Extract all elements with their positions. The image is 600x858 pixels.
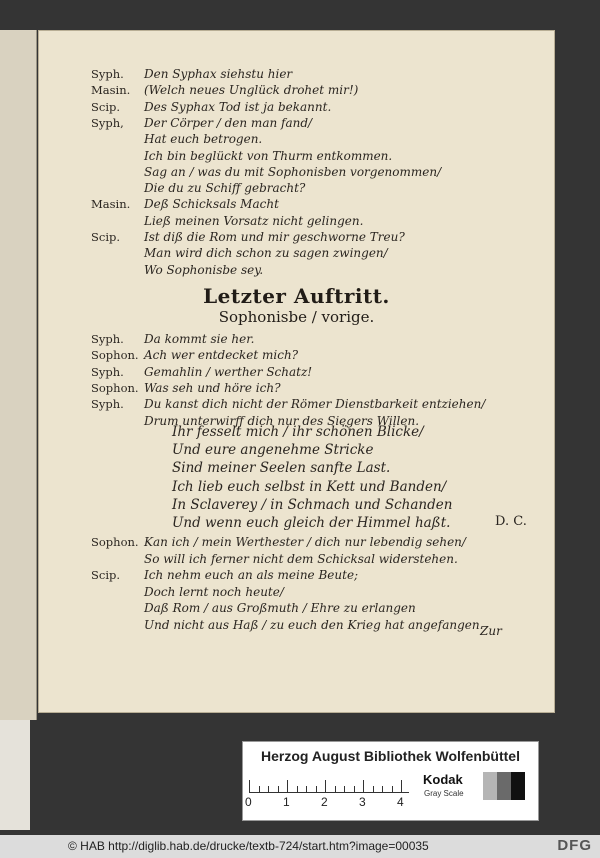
copyright-url[interactable]: © HAB http://diglib.hab.de/drucke/textb-724/start.htm?image=00035 (68, 839, 429, 853)
scene-heading: Letzter Auftritt. (203, 284, 390, 308)
speaker-name: Scip. (91, 99, 121, 114)
speaker-name: Sophon. (91, 380, 139, 395)
scanned-page (38, 30, 555, 713)
verse-line: Gemahlin / werther Schatz! (144, 364, 313, 379)
verse-line: Wo Sophonisbe sey. (144, 262, 264, 277)
scale-number: 4 (397, 795, 404, 809)
aria-line: Sind meiner Seelen sanfte Last. (172, 460, 391, 477)
speaker-name: Syph. (91, 67, 124, 81)
verse-line: Doch lernt noch heute/ (144, 584, 284, 599)
verse-line: Drum unterwirff dich nur des Siegers Willen. (144, 413, 420, 428)
scale-tick (373, 786, 374, 792)
show-through-text (431, 60, 551, 680)
adjacent-page-edge-lower (0, 720, 30, 830)
scale-tick (382, 786, 383, 792)
scale-tick (268, 786, 269, 792)
aria-line: In Sclaverey / in Schmach und Schanden (172, 496, 453, 513)
verse-line: Da kommt sie her. (144, 332, 255, 346)
verse-line: Der Cörper / den man fand/ (144, 115, 313, 130)
speaker-name: Syph, (91, 115, 124, 130)
verse-line: Kan ich / mein Werthester / dich nur lebendig sehen/ (144, 535, 466, 549)
speaker-name: Sophon. (91, 348, 139, 363)
scale-number: 3 (359, 795, 366, 809)
scale-tick (344, 786, 345, 792)
scale-tick (392, 786, 393, 792)
scale-tick (287, 780, 288, 792)
footer-bar (0, 835, 600, 858)
aria-line: Und eure angenehme Stricke (172, 442, 374, 459)
gray-swatch-dark (511, 772, 525, 800)
scale-number: 1 (283, 795, 290, 809)
scale-tick (306, 786, 307, 792)
scale-tick (316, 786, 317, 792)
library-label-card (242, 741, 539, 821)
adjacent-page-edge (0, 30, 37, 720)
verse-line: Des Syphax Tod ist ja bekannt. (144, 99, 332, 114)
kodak-brand: Kodak (423, 772, 463, 787)
scale-tick (335, 786, 336, 792)
scale-tick (297, 786, 298, 792)
kodak-subtitle: Gray Scale (424, 789, 464, 798)
scale-tick (278, 786, 279, 792)
verse-line: Daß Rom / aus Großmuth / Ehre zu erlangen (144, 601, 416, 615)
verse-line: Ließ meinen Vorsatz nicht gelingen. (144, 213, 364, 228)
speaker-name: Syph. (91, 397, 124, 412)
aria-line: Und wenn euch gleich der Himmel haßt. (172, 515, 451, 531)
verse-line: Was seh und höre ich? (144, 380, 281, 395)
gray-swatch-light (483, 772, 497, 800)
verse-line: Ich nehm euch an als meine Beute; (144, 568, 359, 582)
speaker-name: Scip. (91, 230, 121, 244)
verse-line: Deß Schicksals Macht (144, 197, 279, 212)
speaker-name: Syph. (91, 364, 124, 379)
speaker-name: Masin. (91, 83, 131, 98)
library-name: Herzog August Bibliothek Wolfenbüttel (261, 748, 520, 764)
scale-tick (354, 786, 355, 792)
aria-line: Ihr fesselt mich / ihr schönen Blicke/ (172, 424, 424, 440)
scale-number: 2 (321, 795, 328, 809)
verse-line: Man wird dich schon zu sagen zwingen/ (144, 246, 388, 261)
scene-cast: Sophonisbe / vorige. (218, 308, 375, 326)
scale-number: 0 (245, 795, 252, 809)
scale-tick (259, 786, 260, 792)
scale-tick (401, 780, 402, 792)
measurement-scale (249, 770, 409, 793)
verse-line: Sag an / was du mit Sophonisben vorgenommen/ (144, 164, 442, 179)
gray-swatch-mid (497, 772, 511, 800)
speaker-name: Masin. (91, 197, 131, 212)
catchword: Zur (480, 624, 502, 638)
verse-line: Ist diß die Rom und mir geschworne Treu? (144, 230, 405, 244)
da-capo-mark: D. C. (495, 514, 527, 529)
speaker-name: Syph. (91, 332, 124, 346)
verse-line: Ich bin beglückt von Thurm entkommen. (144, 148, 393, 163)
verse-line: (Welch neues Unglück drohet mir!) (144, 83, 359, 98)
verse-line: Du kanst dich nicht der Römer Dienstbarkeit entziehen/ (144, 397, 486, 412)
scale-tick (363, 780, 364, 792)
scale-tick (325, 780, 326, 792)
scale-tick (249, 780, 250, 792)
verse-line: Die du zu Schiff gebracht? (144, 181, 306, 196)
speaker-name: Scip. (91, 568, 121, 582)
aria-line: Ich lieb euch selbst in Kett und Banden/ (172, 478, 447, 495)
verse-line: So will ich ferner nicht dem Schicksal widerstehen. (144, 551, 458, 566)
verse-line: Hat euch betrogen. (144, 132, 263, 147)
verse-line: Ach wer entdecket mich? (144, 348, 299, 363)
verse-line: Und nicht aus Haß / zu euch den Krieg hat angefangen. (144, 617, 484, 632)
speaker-name: Sophon. (91, 535, 139, 549)
verse-line: Den Syphax siehstu hier (144, 67, 293, 81)
dfg-logo: DFG (557, 837, 592, 854)
